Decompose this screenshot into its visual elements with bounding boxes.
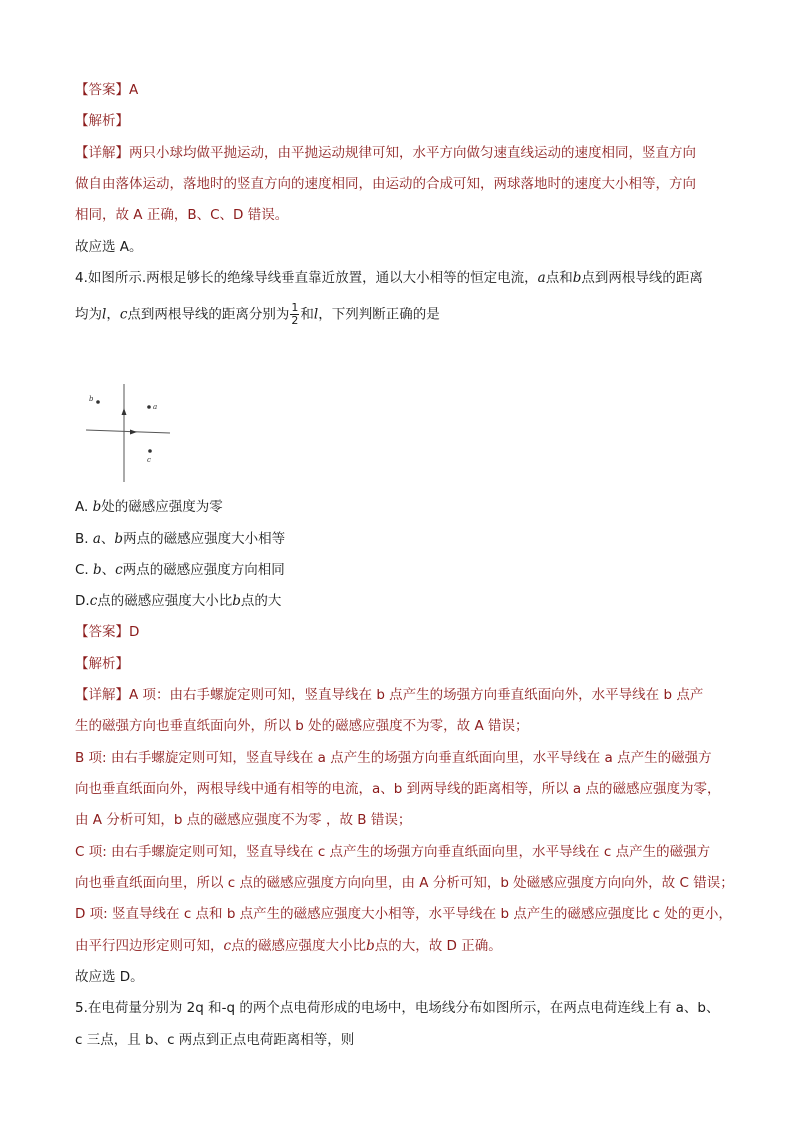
stem-text: ，下列判断正确的是	[318, 306, 440, 323]
option-b	[75, 529, 285, 549]
detail-text: A 项：由右手螺旋定则可知，竖直导线在 b 点产生的场强方向垂直纸面向外，水平导线在 b 点产	[129, 687, 704, 703]
label-c: c	[147, 456, 151, 464]
answer-tag: 【答案】	[75, 624, 129, 640]
var-l: l	[313, 306, 319, 323]
analysis-tag: 【解析】	[75, 113, 129, 129]
q3-answer-line	[75, 80, 138, 100]
fraction-one-half	[290, 302, 299, 327]
option-var: a	[92, 531, 101, 547]
stem-text: 4.如图所示.两根足够长的绝缘导线垂直靠近放置，通以大小相等的恒定电流，	[75, 270, 538, 286]
option-var: b	[114, 531, 124, 547]
fraction-denominator: 2	[291, 314, 299, 327]
detail-tag: 【详解】	[75, 145, 129, 161]
answer-value: A	[129, 82, 139, 98]
var-b: b	[572, 270, 582, 286]
option-var: b	[232, 593, 241, 609]
q4-detail-line-6: C 项: 由右手螺旋定则可知，竖直导线在 c 点产生的场强方向垂直纸面向里，水平导线在 c 点产生的磁强方	[75, 844, 711, 860]
q5-stem-line-2: c 三点，且 b、c 两点到正点电荷距离相等，则	[75, 1032, 355, 1048]
option-sep: 、	[100, 531, 115, 547]
stem-text: 点到两根导线的距离分别为	[127, 306, 290, 323]
q4-detail-line-8: D 项: 竖直导线在 c 点和 b 点产生的磁感应强度大小相等，水平导线在 b 点产生的磁感应强度比 c 处的更小，	[75, 906, 732, 922]
q4-detail-line-2: 生的磁强方向也垂直纸面向外，所以 b 处的磁感应强度不为零，故 A 错误；	[75, 718, 529, 734]
q4-stem-line-2	[75, 302, 440, 327]
detail-text: 点的磁感应强度大小比	[231, 938, 367, 954]
fraction-numerator: 1	[291, 301, 299, 314]
q4-detail-line-9	[75, 936, 502, 956]
detail-var: c	[223, 938, 232, 954]
q3-conclusion: 故应选 A。	[75, 239, 143, 255]
detail-text: 两只小球均做平抛运动，由平抛运动规律可知，水平方向做匀速直线运动的速度相同，竖直方向	[129, 145, 696, 161]
detail-var: b	[366, 938, 375, 954]
option-sep: 、	[101, 562, 116, 578]
var-c: c	[119, 306, 128, 323]
q4-answer-line	[75, 622, 139, 642]
horizontal-current-arrow-icon	[130, 430, 137, 435]
q4-detail-line-7: 向也垂直纸面向里，所以 c 点的磁感应强度方向向里，由 A 分析可知，b 处磁感应强度方向向外，故 C 错误；	[75, 875, 734, 891]
option-a	[75, 497, 223, 517]
wires-figure	[82, 378, 178, 482]
detail-text: 由平行四边形定则可知，	[75, 938, 224, 954]
stem-text: 和	[300, 306, 314, 323]
q3-detail-line-2: 做自由落体运动，落地时的竖直方向的速度相同，由运动的合成可知，两球落地时的速度大小相等，方向	[75, 176, 696, 192]
var-l: l	[102, 306, 107, 323]
option-label: A.	[75, 499, 89, 515]
option-label: C.	[75, 562, 89, 578]
option-var: b	[93, 562, 102, 578]
q3-detail-line-1	[75, 143, 696, 163]
option-d	[75, 591, 281, 611]
option-text: 点的大	[240, 593, 282, 609]
q4-detail-line-1	[75, 685, 703, 705]
q3-analysis-line	[75, 111, 129, 131]
option-text: 点的磁感应强度大小比	[97, 593, 233, 609]
option-text: 处的磁感应强度为零	[101, 499, 223, 515]
q4-detail-line-5: 由 A 分析可知，b 点的磁感应强度不为零 ，故 B 错误；	[75, 812, 412, 828]
point-b-dot	[96, 400, 100, 404]
analysis-tag: 【解析】	[75, 656, 129, 672]
point-a-dot	[147, 405, 151, 409]
vertical-current-arrow-icon	[122, 408, 127, 415]
point-c-dot	[148, 449, 152, 453]
q4-detail-line-4: 向也垂直纸面向外，两根导线中通有相等的电流，a、b 到两导线的距离相等，所以 a 点的磁感应强度为零，	[75, 781, 721, 797]
stem-text: ，	[106, 306, 120, 323]
option-var: b	[92, 499, 102, 515]
option-c	[75, 560, 285, 580]
stem-text: 点和	[545, 270, 573, 286]
q3-detail-line-3: 相同，故 A 正确，B、C、D 错误。	[75, 207, 289, 223]
q4-conclusion: 故应选 D。	[75, 969, 144, 985]
option-var: c	[89, 593, 98, 609]
answer-tag: 【答案】	[75, 82, 129, 98]
option-label: B.	[75, 531, 89, 547]
option-var: c	[115, 562, 123, 578]
label-b: b	[89, 395, 94, 403]
q4-analysis-line	[75, 654, 129, 674]
answer-value: D	[129, 624, 140, 640]
q4-stem-line-1	[75, 268, 703, 288]
horizontal-wire	[86, 430, 170, 433]
stem-text: 点到两根导线的距离	[581, 270, 703, 286]
detail-tag: 【详解】	[75, 687, 129, 703]
detail-text: 点的大，故 D 正确。	[374, 938, 502, 954]
q4-detail-line-3: B 项: 由右手螺旋定则可知，竖直导线在 a 点产生的场强方向垂直纸面向里，水平导线在 a 点产生的磁强方	[75, 750, 712, 766]
q5-stem-line-1: 5.在电荷量分别为 2q 和-q 的两个点电荷形成的电场中，电场线分布如图所示，在两点电荷连线上有 a、b、	[75, 1000, 720, 1016]
option-label: D.	[75, 593, 90, 609]
label-a: a	[153, 403, 158, 411]
option-text: 两点的磁感应强度方向相同	[122, 562, 285, 578]
var-a: a	[537, 270, 546, 286]
stem-text: 均为	[75, 306, 102, 323]
option-text: 两点的磁感应强度大小相等	[123, 531, 286, 547]
